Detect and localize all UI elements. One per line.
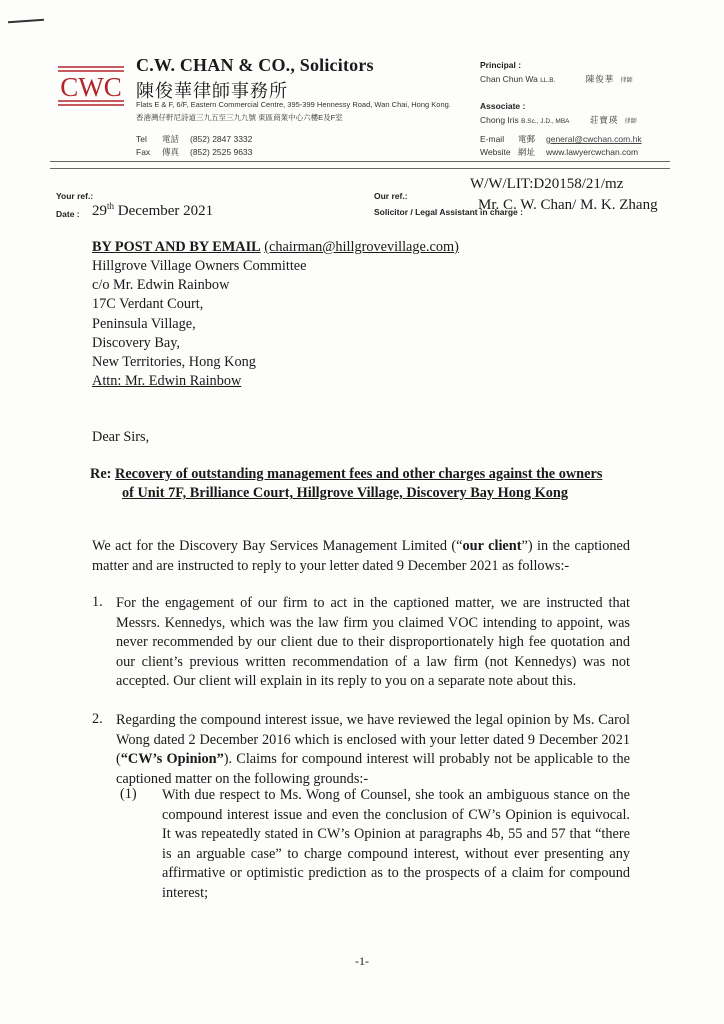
our-ref-label: Our ref.: [374,191,408,201]
principal-name: Chan Chun Wa [480,74,538,84]
page-number: -1- [355,954,369,968]
tel-label-cn: 電話 [162,134,180,144]
associate-row [480,114,637,126]
re-line-2: of Unit 7F, Brilliance Court, Hillgrove Village, Discovery Bay Hong Kong [122,485,568,501]
email-label: E-mail [480,134,505,144]
firm-name: C.W. CHAN & CO., Solicitors [136,55,374,75]
date-rest: December 2021 [114,203,214,219]
defined-term-cw-opinion: “CW’s Opinion” [120,751,224,768]
delivery-method [92,238,459,257]
tel-label: Tel [136,134,147,144]
sub-paragraph-number: (1) [120,786,137,802]
paragraph-2: Regarding the compound interest issue, we have reviewed the legal opinion by Ms. Carol Wong dated 2 December 2016 which is enclosed with your letter dated 9 December 2021 (“CW’s Opinion”). Claims for compound interest will probably not be applicable to the captioned matter on the following grounds:- [116,712,630,787]
solicitor-value: Mr. C. W. Chan/ M. K. Zhang [478,197,658,213]
principal-tag: 律師 [620,78,633,84]
fax-label-cn: 傳真 [162,147,180,157]
re-prefix: Re: [90,466,112,482]
website-label: Website [480,147,511,157]
addressee-line: Peninsula Village, [92,315,196,332]
delivery-prefix: BY POST AND BY EMAIL [92,239,261,255]
website-link[interactable]: www.lawyercwchan.com [546,147,639,157]
associate-label: Associate : [480,101,526,111]
salutation: Dear Sirs, [92,429,150,445]
fax-row [136,146,252,158]
email-label-cn: 電郵 [518,134,536,144]
principal-label: Principal : [480,60,522,70]
addressee-line: New Territories, Hong Kong [92,354,256,371]
paragraph-number: 1. [92,594,103,610]
address-chinese: 香港灣仔軒尼詩道三九五至三九九號 東區商業中心六樓E及F室 [136,113,343,122]
principal-name-cn: 陳俊華 [585,74,615,84]
associate-tag: 律師 [624,119,637,125]
addressee-block [92,257,306,391]
date-label: Date : [56,209,80,219]
paragraph-1: For the engagement of our firm to act in the captioned matter, we are instructed that Messrs. Kennedys, which was the law firm you claimed VOC intending to appoint, was never recommended by our client due to their disproportionately high fee quotation and our client’s previous written recommendation of a law firm (not Kennedys) was not accepted. Our client will explain in its reply to you on a separate note about this. [116,595,630,690]
email-link[interactable]: general@cwchan.com.hk [546,134,642,144]
defined-term-our-client: our client [462,538,522,554]
associate-name-cn: 莊寶瑛 [589,115,619,125]
tel-row [136,133,252,145]
sub-paragraph-1: With due respect to Ms. Wong of Counsel, she took an ambiguous stance on the compound interest issue and even the conclusion of CW’s Opinion is equivocal. It was repeatedly stated in CW’s Opinion at paragraphs 4b, 55 and 57 that “there is an arguable case” to charge compound interest, without ever presenting any affirmative or optimistic prediction as to the prospects of a claim for compound interest; [162,787,630,901]
date-suffix: th [107,201,115,211]
principal-quals: LL.B. [540,77,556,84]
firm-name-chinese: 陳俊華律師事務所 [136,81,288,101]
addressee-line: Discovery Bay, [92,334,181,351]
date-day: 29 [92,203,107,219]
address-english: Flats E & F, 6/F, Eastern Commercial Centre, 395-399 Hennessy Road, Wan Chai, Hong Kong. [136,100,451,109]
our-ref-value: W/W/LIT:D20158/21/mz [470,176,624,192]
tel-number: (852) 2847 3332 [190,134,253,144]
re-heading [90,465,630,503]
logo-text: CWC [60,72,122,102]
addressee-line: 17C Verdant Court, [92,296,204,313]
principal-row [480,73,633,85]
letterhead-divider [50,161,670,169]
website-label-cn: 網址 [518,147,536,157]
letter-date [92,201,213,220]
intro-paragraph: We act for the Discovery Bay Services Management Limited (“our client”) in the captioned matter and are instructed to reply to your letter dated 9 December 2021 as follows:- [92,538,631,574]
solicitor-label: Solicitor / Legal Assistant in charge : [374,207,523,217]
fax-number: (852) 2525 9633 [190,147,253,157]
fax-label: Fax [136,147,151,157]
re-line-1: Recovery of outstanding management fees and other charges against the owners [115,466,603,482]
cwc-logo [56,64,126,108]
margin-mark [8,19,44,24]
associate-name: Chong Iris [480,115,519,125]
associate-quals: B.Sc., J.D., MBA [521,118,570,125]
addressee-line: c/o Mr. Edwin Rainbow [92,277,230,294]
addressee-line: Hillgrove Village Owners Committee [92,258,307,274]
your-ref-label: Your ref.: [56,191,94,201]
delivery-email[interactable]: (chairman@hillgrovevillage.com) [264,239,459,255]
paragraph-number: 2. [92,711,103,727]
website-row [480,146,638,158]
email-row [480,133,642,145]
attention-line: Attn: Mr. Edwin Rainbow [92,373,242,390]
